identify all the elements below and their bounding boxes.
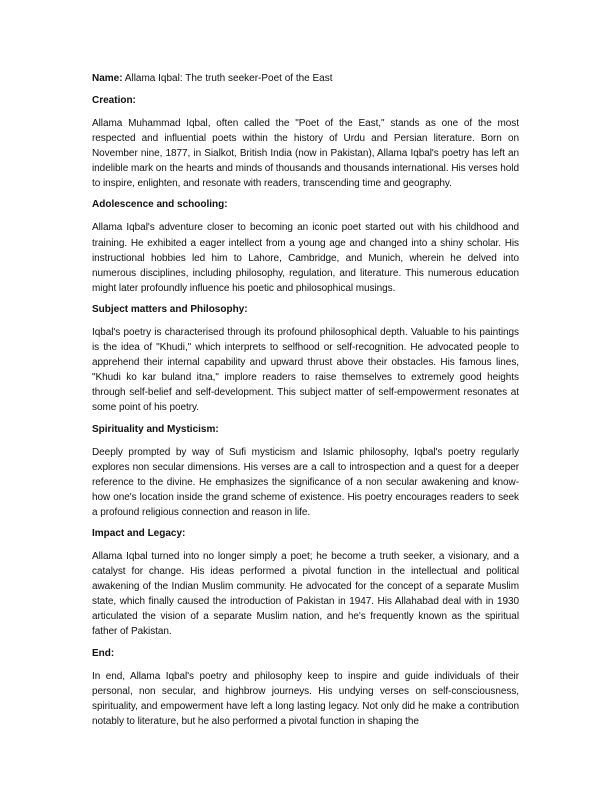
section-adolescence-schooling [92, 198, 519, 295]
title-text: Allama Iqbal: The truth seeker-Poet of the East [122, 73, 333, 84]
section-heading: Spirituality and Mysticism: [92, 423, 219, 435]
title-label: Name: [92, 73, 123, 84]
section-body: Iqbal's poetry is characterised through its profound philosophical depth. Valuable to his paintings is the idea of "Khudi," which interprets to selfhood or self-recognition. He advocated people to apprehend their internal capability and upward thrust above their obstacles. His famous lines, "Khudi ko kar buland itna," implore readers to raise themselves to extremely good heights through self-belief and self-development. This subject matter of self-empowerment resonates at some point of his poetry. [92, 326, 519, 414]
document-title [92, 72, 519, 86]
section-body: Allama Muhammad Iqbal, often called the "Poet of the East," stands as one of the most respected and influential poets within the history of Urdu and Persian literature. Born on November nine, 1877, in Sialkot, British India (now in Pakistan), Allama Iqbal's poetry has left an indelible mark on the hearts and minds of thousands and thousands international. His verses hold to inspire, enlighten, and resonate with readers, transcending time and geography. [92, 118, 519, 190]
section-heading: Subject matters and Philosophy: [92, 303, 248, 315]
section-impact-legacy [92, 527, 519, 640]
section-subject-philosophy [92, 303, 519, 416]
section-heading: Adolescence and schooling: [92, 199, 228, 211]
section-body: Allama Iqbal's adventure closer to becoming an iconic poet started out with his childhood and training. He exhibited a eager intellect from a young age and changed into a shiny scholar. His instructional hobbies led him to Lahore, Cambridge, and Munich, wherein he delved into numerous disciplines, including philosophy, regulation, and literature. This numerous education might later profoundly influence his poetic and philosophical musings. [92, 222, 519, 294]
section-body: In end, Allama Iqbal's poetry and philosophy keep to inspire and guide individuals of their personal, non secular, and highbrow journeys. His undying verses on self-consciousness, spirituality, and empowerment have left a long lasting legacy. Not only did he make a contribution notably to literature, but he also performed a pivotal function in shaping the [92, 670, 519, 727]
section-end [92, 647, 519, 729]
section-spirituality-mysticism [92, 423, 519, 520]
section-heading: Impact and Legacy: [92, 527, 186, 539]
section-heading: Creation: [92, 95, 136, 106]
section-heading: End: [92, 647, 115, 659]
section-body: Deeply prompted by way of Sufi mysticism and Islamic philosophy, Iqbal's poetry regularly explores non secular dimensions. His verses are a call to introspection and a quest for a deeper reference to the divine. He emphasizes the significance of a non secular awakening and know-how one's location inside the grand scheme of existence. His poetry encourages readers to seek a profound religious connection and reason in life. [92, 446, 519, 518]
section-creation [92, 94, 519, 191]
section-body: Allama Iqbal turned into no longer simply a poet; he become a truth seeker, a visionary, and a catalyst for change. His ideas performed a pivotal function in the intellectual and political awakening of the Indian Muslim community. He advocated for the concept of a separate Muslim state, which finally caused the introduction of Pakistan in 1947. His Allahabad deal with in 1930 articulated the vision of a separate Muslim nation, and he's frequently known as the spiritual father of Pakistan. [92, 550, 519, 638]
document-page [92, 72, 519, 736]
